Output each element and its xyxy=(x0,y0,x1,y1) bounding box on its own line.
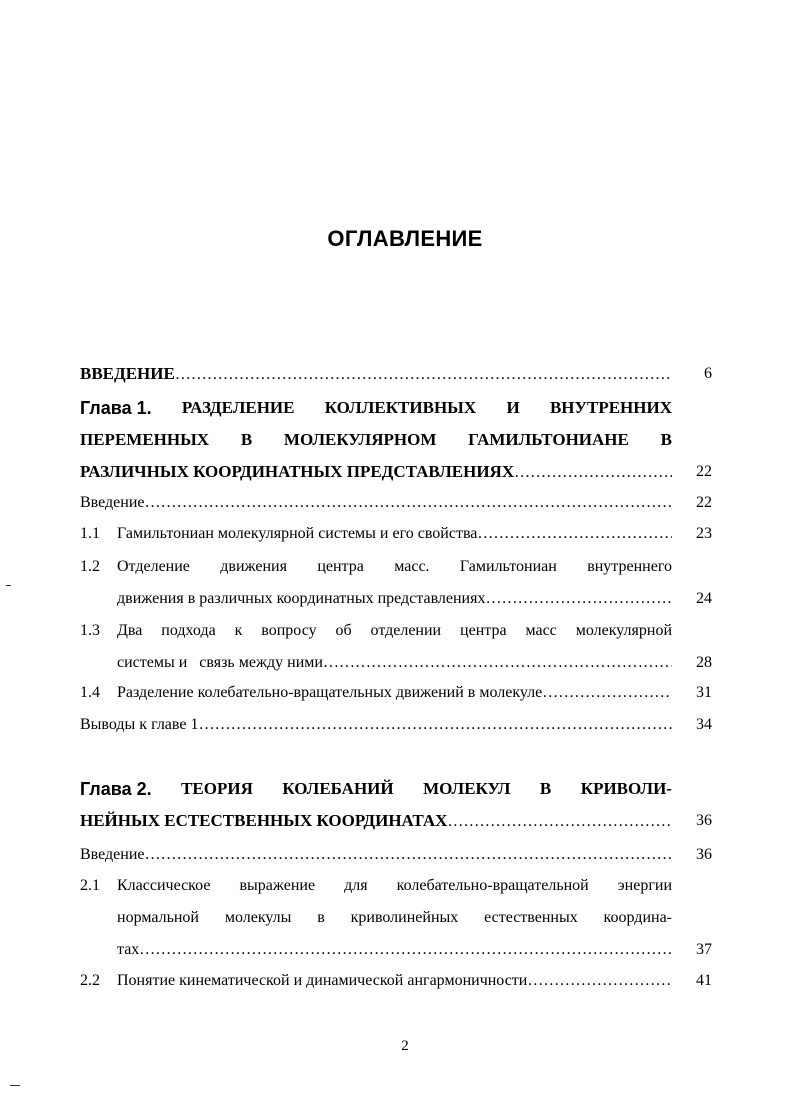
heading-word: В xyxy=(660,430,672,449)
section-number: 1.3 xyxy=(80,622,100,639)
label-word: внутреннего xyxy=(587,558,672,575)
page-title: ОГЛАВЛЕНИЕ xyxy=(327,226,483,251)
chapter-2-heading-line-1 xyxy=(80,773,672,805)
heading-word: В xyxy=(539,779,552,798)
page-number: 2 xyxy=(401,1038,409,1054)
section-number: 1.1 xyxy=(80,525,100,542)
label-word: центра xyxy=(460,622,507,639)
heading-word: ПЕРЕМЕННЫХ xyxy=(80,430,210,449)
label-word: движения xyxy=(220,558,287,575)
label-word: криволинейных xyxy=(350,909,459,926)
chapter-2-prefix: Глава 2. xyxy=(80,779,152,799)
toc-entry-ch1-conclusions[interactable] xyxy=(80,709,712,741)
label-word: нормальной xyxy=(117,909,199,926)
toc-entry-1-4[interactable] xyxy=(80,677,712,709)
toc-chapter-1[interactable] xyxy=(80,392,712,488)
chapter-1-prefix: Глава 1. xyxy=(80,398,152,418)
label-word: об xyxy=(335,622,352,639)
heading-word: В xyxy=(240,430,253,449)
toc-page: 6 xyxy=(704,365,712,382)
heading-word: КОЛЕБАНИЙ xyxy=(282,779,394,798)
label-word: масс xyxy=(525,622,557,639)
toc-page: 41 xyxy=(696,972,712,989)
heading-word: ВНУТРЕННИХ xyxy=(549,398,672,417)
toc-page: 22 xyxy=(696,494,712,511)
toc-page: 34 xyxy=(696,716,712,733)
toc-label-line-2: движения в различных координатных представлениях xyxy=(117,590,486,607)
heading-word: РАЗДЕЛЕНИЕ xyxy=(181,398,295,417)
label-word: колебательно-вращательной xyxy=(396,877,589,894)
scan-artifact xyxy=(10,1085,20,1086)
toc-entry-ch2-intro[interactable] xyxy=(80,839,712,871)
label-word: координа- xyxy=(603,909,672,926)
toc-label: Введение xyxy=(80,494,145,511)
heading-word: ТЕОРИЯ xyxy=(181,779,253,798)
section-number: 1.4 xyxy=(80,684,100,701)
label-word: естественных xyxy=(484,909,578,926)
label-word: к xyxy=(234,622,243,639)
label-word: выражение xyxy=(239,877,316,894)
toc-page: 24 xyxy=(696,590,712,607)
toc-page: 28 xyxy=(696,654,712,671)
heading-word: КРИВОЛИ- xyxy=(580,779,672,798)
toc-entry-2-1[interactable] xyxy=(80,870,712,966)
label-word: Гамильтониан xyxy=(459,558,557,575)
toc-label: ВВЕДЕНИЕ xyxy=(80,364,175,383)
chapter-1-heading-line-3: РАЗЛИЧНЫХ КООРДИНАТНЫХ ПРЕДСТАВЛЕНИЯХ xyxy=(80,462,515,481)
toc-label-line-3: тах xyxy=(117,941,140,958)
label-word: центра xyxy=(317,558,364,575)
label-word: подхода xyxy=(161,622,216,639)
label-word: для xyxy=(344,877,368,894)
label-word: энергии xyxy=(617,877,672,894)
section-number: 1.2 xyxy=(80,558,100,575)
chapter-1-heading-line-2 xyxy=(80,424,672,456)
toc-page: 31 xyxy=(696,684,712,701)
label-word: Классическое xyxy=(117,877,211,894)
toc-label: Введение xyxy=(80,846,145,863)
toc-label-line-2: системы и связь между ними xyxy=(117,654,323,671)
heading-word: ГАМИЛЬТОНИАНЕ xyxy=(468,430,629,449)
label-word: молекулы xyxy=(224,909,292,926)
toc-label: Выводы к главе 1 xyxy=(80,716,199,733)
label-word: Два xyxy=(117,622,143,639)
toc-entry-intro[interactable] xyxy=(80,358,712,390)
section-number: 2.1 xyxy=(80,877,100,894)
toc-page: 36 xyxy=(696,812,712,829)
toc-entry-2-2[interactable] xyxy=(80,965,712,997)
toc-page: 22 xyxy=(696,463,712,480)
toc-page: 23 xyxy=(696,525,712,542)
label-word: отделении xyxy=(370,622,442,639)
toc-entry-1-3[interactable] xyxy=(80,615,712,679)
toc-page: 36 xyxy=(696,846,712,863)
toc-label: Гамильтониан молекулярной системы и его свойства xyxy=(117,525,478,542)
toc-label: Понятие кинематической и динамической ангармоничности xyxy=(117,972,528,989)
heading-word: И xyxy=(506,398,520,417)
toc-entry-1-2[interactable] xyxy=(80,551,712,615)
label-word: в xyxy=(317,909,325,926)
label-word: молекулярной xyxy=(575,622,672,639)
chapter-2-heading-line-2: НЕЙНЫХ ЕСТЕСТВЕННЫХ КООРДИНАТАХ xyxy=(80,811,448,830)
toc-entry-1-1[interactable] xyxy=(80,518,712,550)
heading-word: КОЛЛЕКТИВНЫХ xyxy=(324,398,477,417)
toc-label: Разделение колебательно-вращательных движений в молекуле xyxy=(117,684,543,701)
label-word: вопросу xyxy=(261,622,317,639)
toc-page: 37 xyxy=(696,941,712,958)
heading-word: МОЛЕКУЛЯРНОМ xyxy=(283,430,437,449)
chapter-1-heading-line-1 xyxy=(80,392,672,424)
toc-entry-ch1-intro[interactable] xyxy=(80,487,712,519)
label-word: масс. xyxy=(394,558,430,575)
scan-artifact xyxy=(6,585,11,586)
label-word: Отделение xyxy=(117,558,190,575)
heading-word: МОЛЕКУЛ xyxy=(423,779,511,798)
toc-chapter-2[interactable] xyxy=(80,773,712,837)
section-number: 2.2 xyxy=(80,972,100,989)
